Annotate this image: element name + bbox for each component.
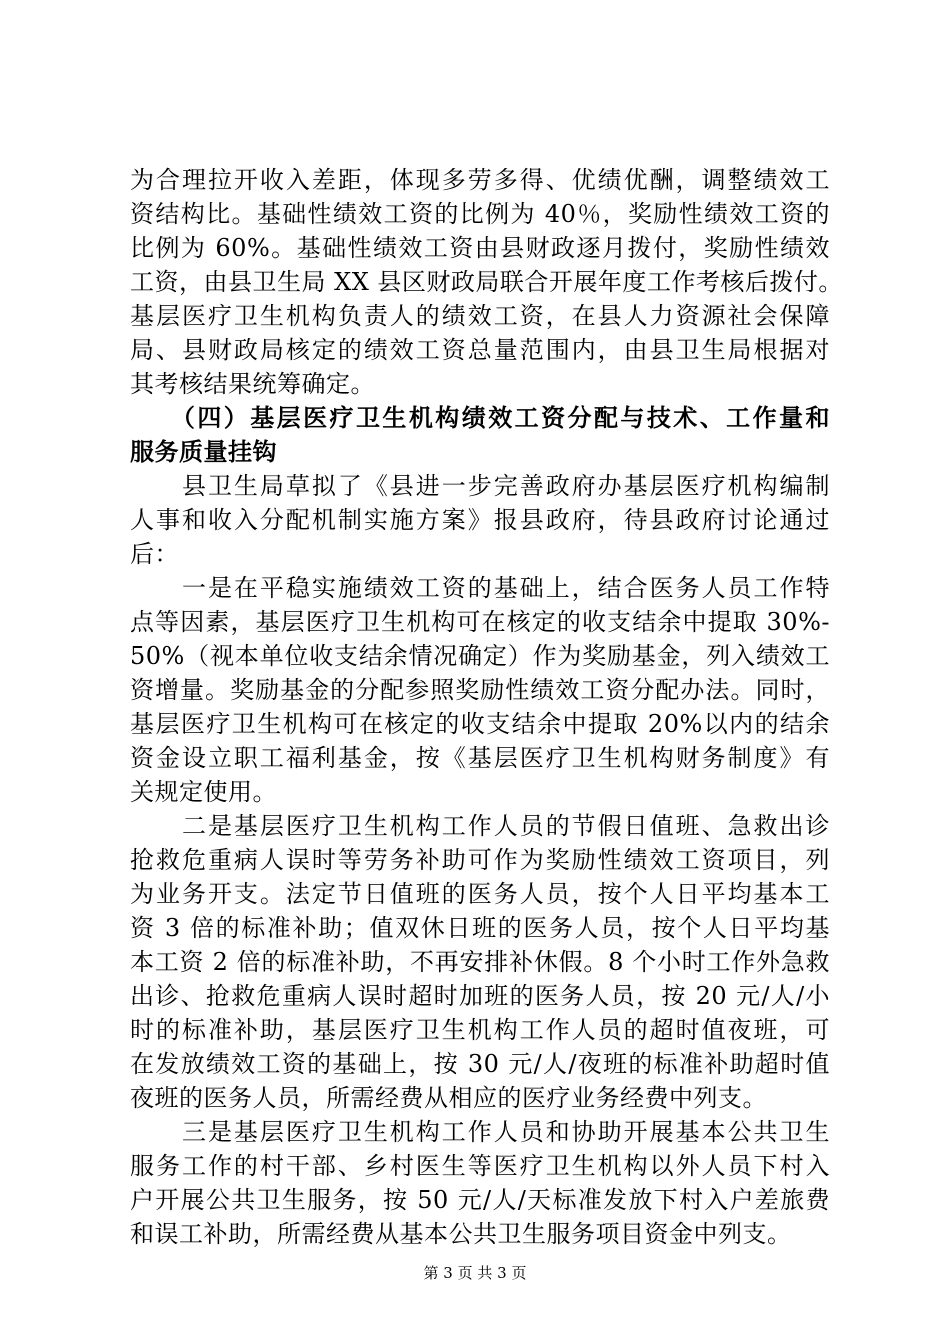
body-line: 三是基层医疗卫生机构工作人员和协助开展基本公共卫生 (130, 1118, 830, 1146)
body-line: 资金设立职工福利基金，按《基层医疗卫生机构财务制度》有 (130, 744, 830, 772)
body-line: 和误工补助，所需经费从基本公共卫生服务项目资金中列支。 (130, 1220, 792, 1248)
page-number-footer: 第 3 页 共 3 页 (423, 1264, 527, 1282)
body-line: 基层医疗卫生机构可在核定的收支结余中提取 20%以内的结余 (130, 710, 830, 738)
body-line: 夜班的医务人员，所需经费从相应的医疗业务经费中列支。 (130, 1084, 767, 1112)
body-line: 资增量。奖励基金的分配参照奖励性绩效工资分配办法。同时， (130, 676, 830, 704)
section-heading: 服务质量挂钩 (130, 438, 277, 466)
body-line: 二是基层医疗卫生机构工作人员的节假日值班、急救出诊 (130, 812, 830, 840)
body-line: 资结构比。基础性绩效工资的比例为 40％，奖励性绩效工资的 (130, 200, 830, 228)
body-line: 基层医疗卫生机构负责人的绩效工资，在县人力资源社会保障 (130, 302, 830, 330)
body-line: 50%（视本单位收支结余情况确定）作为奖励基金，列入绩效工 (130, 642, 830, 670)
body-line: 局、县财政局核定的绩效工资总量范围内，由县卫生局根据对 (130, 336, 830, 364)
body-line: 县卫生局草拟了《县进一步完善政府办基层医疗机构编制 (130, 472, 830, 500)
body-line: 本工资 2 倍的标准补助，不再安排补休假。8 个小时工作外急救 (130, 948, 830, 976)
body-line: 比例为 60%。基础性绩效工资由县财政逐月拨付，奖励性绩效 (130, 234, 830, 262)
body-line: 为合理拉开收入差距，体现多劳多得、优绩优酬，调整绩效工 (130, 166, 830, 194)
body-line: 人事和收入分配机制实施方案》报县政府，待县政府讨论通过 (130, 506, 830, 534)
body-line: 户开展公共卫生服务，按 50 元/人/天标准发放下村入户差旅费 (130, 1186, 830, 1214)
document-body (130, 163, 843, 1251)
body-line: 后： (130, 540, 179, 568)
body-line: 时的标准补助，基层医疗卫生机构工作人员的超时值夜班，可 (130, 1016, 830, 1044)
body-line: 服务工作的村干部、乡村医生等医疗卫生机构以外人员下村入 (130, 1152, 830, 1180)
body-line: 工资，由县卫生局 XX 县区财政局联合开展年度工作考核后拨付。 (130, 268, 843, 296)
section-heading: （四）基层医疗卫生机构绩效工资分配与技术、工作量和 (130, 404, 830, 432)
body-line: 为业务开支。法定节日值班的医务人员，按个人日平均基本工 (130, 880, 830, 908)
body-line: 抢救危重病人误时等劳务补助可作为奖励性绩效工资项目，列 (130, 846, 830, 874)
body-line: 在发放绩效工资的基础上，按 30 元/人/夜班的标准补助超时值 (130, 1050, 830, 1078)
body-line: 关规定使用。 (130, 778, 277, 806)
body-line: 一是在平稳实施绩效工资的基础上，结合医务人员工作特 (130, 574, 830, 602)
body-line: 出诊、抢救危重病人误时超时加班的医务人员，按 20 元/人/小 (130, 982, 830, 1010)
body-line: 其考核结果统筹确定。 (130, 370, 375, 398)
body-line: 点等因素，基层医疗卫生机构可在核定的收支结余中提取 30%- (130, 608, 830, 636)
body-line: 资 3 倍的标准补助；值双休日班的医务人员，按个人日平均基 (130, 914, 830, 942)
